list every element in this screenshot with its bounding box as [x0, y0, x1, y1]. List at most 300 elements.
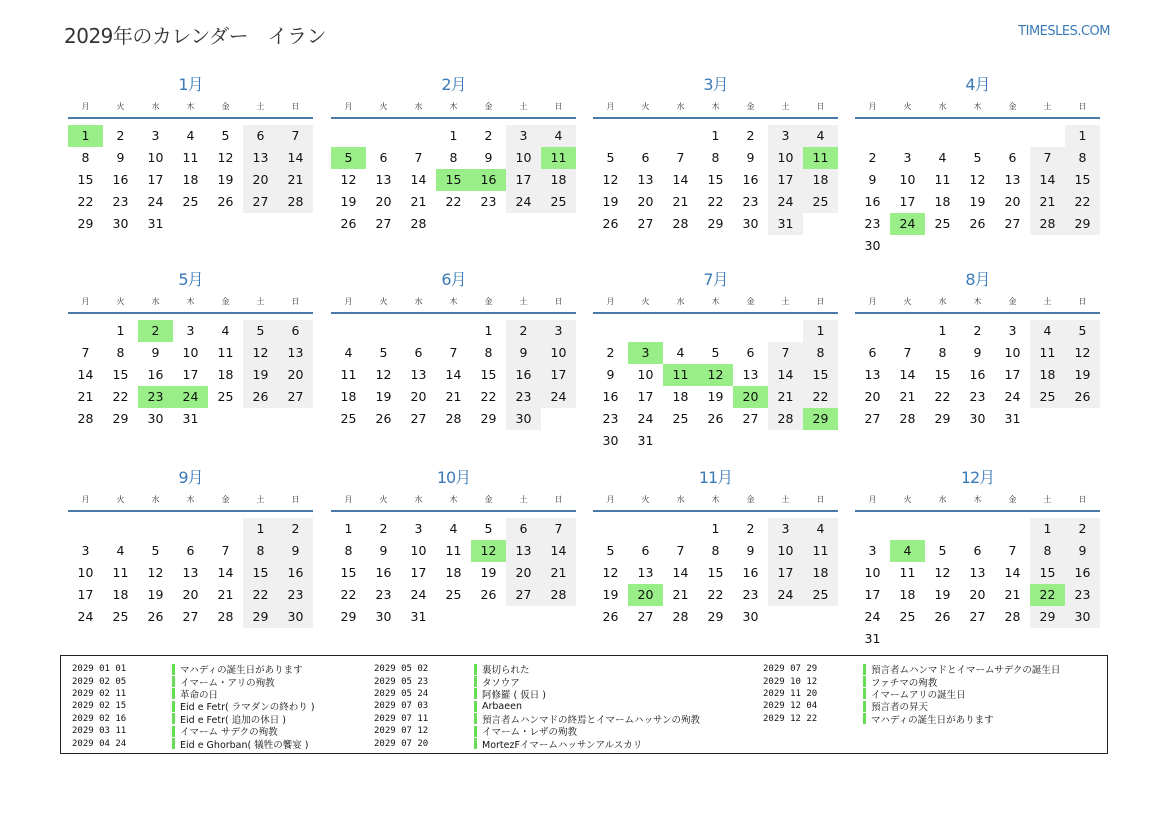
day-cell[interactable]: 29: [1065, 213, 1100, 235]
day-cell[interactable]: 1: [1065, 125, 1100, 147]
day-cell[interactable]: 5: [606, 543, 615, 558]
day-cell[interactable]: 27: [182, 609, 199, 624]
day-cell[interactable]: 16: [742, 172, 759, 187]
day-cell[interactable]: 8: [116, 345, 125, 360]
day-cell[interactable]: 28: [541, 584, 576, 606]
holiday-day-cell[interactable]: 11: [663, 364, 698, 386]
day-cell[interactable]: 15: [340, 565, 357, 580]
day-cell[interactable]: 14: [410, 172, 427, 187]
day-cell[interactable]: 29: [707, 609, 724, 624]
holiday-day-cell[interactable]: 12: [471, 540, 506, 562]
day-cell[interactable]: 5: [973, 150, 982, 165]
day-cell[interactable]: 22: [112, 389, 129, 404]
day-cell[interactable]: 19: [340, 194, 357, 209]
day-cell[interactable]: 13: [637, 565, 654, 580]
day-cell[interactable]: 18: [672, 389, 689, 404]
day-cell[interactable]: 3: [768, 125, 803, 147]
day-cell[interactable]: 25: [217, 389, 234, 404]
day-cell[interactable]: 9: [506, 342, 541, 364]
day-cell[interactable]: 27: [637, 609, 654, 624]
day-cell[interactable]: 7: [768, 342, 803, 364]
day-cell[interactable]: 9: [746, 543, 755, 558]
day-cell[interactable]: 29: [340, 609, 357, 624]
day-cell[interactable]: 11: [803, 540, 838, 562]
day-cell[interactable]: 4: [221, 323, 230, 338]
day-cell[interactable]: 8: [938, 345, 947, 360]
day-cell[interactable]: 24: [506, 191, 541, 213]
day-cell[interactable]: 26: [934, 609, 951, 624]
day-cell[interactable]: 2: [116, 128, 125, 143]
day-cell[interactable]: 25: [182, 194, 199, 209]
day-cell[interactable]: 8: [449, 150, 458, 165]
day-cell[interactable]: 4: [344, 345, 353, 360]
day-cell[interactable]: 29: [243, 606, 278, 628]
day-cell[interactable]: 11: [445, 543, 462, 558]
day-cell[interactable]: 22: [340, 587, 357, 602]
day-cell[interactable]: 20: [278, 364, 313, 386]
day-cell[interactable]: 11: [340, 367, 357, 382]
day-cell[interactable]: 3: [81, 543, 90, 558]
day-cell[interactable]: 6: [506, 518, 541, 540]
day-cell[interactable]: 29: [77, 216, 94, 231]
day-cell[interactable]: 18: [803, 562, 838, 584]
day-cell[interactable]: 31: [1004, 411, 1021, 426]
day-cell[interactable]: 24: [637, 411, 654, 426]
day-cell[interactable]: 24: [77, 609, 94, 624]
day-cell[interactable]: 14: [217, 565, 234, 580]
day-cell[interactable]: 31: [768, 213, 803, 235]
day-cell[interactable]: 6: [641, 150, 650, 165]
day-cell[interactable]: 19: [602, 194, 619, 209]
day-cell[interactable]: 6: [379, 150, 388, 165]
day-cell[interactable]: 25: [672, 411, 689, 426]
day-cell[interactable]: 20: [637, 194, 654, 209]
day-cell[interactable]: 16: [278, 562, 313, 584]
day-cell[interactable]: 28: [77, 411, 94, 426]
day-cell[interactable]: 28: [1030, 213, 1065, 235]
day-cell[interactable]: 30: [112, 216, 129, 231]
day-cell[interactable]: 7: [1008, 543, 1017, 558]
day-cell[interactable]: 5: [938, 543, 947, 558]
day-cell[interactable]: 11: [217, 345, 234, 360]
day-cell[interactable]: 8: [711, 150, 720, 165]
day-cell[interactable]: 28: [1004, 609, 1021, 624]
day-cell[interactable]: 31: [410, 609, 427, 624]
day-cell[interactable]: 26: [243, 386, 278, 408]
day-cell[interactable]: 7: [449, 345, 458, 360]
day-cell[interactable]: 27: [1004, 216, 1021, 231]
day-cell[interactable]: 30: [506, 408, 541, 430]
day-cell[interactable]: 21: [1004, 587, 1021, 602]
holiday-day-cell[interactable]: 22: [1030, 584, 1065, 606]
day-cell[interactable]: 14: [899, 367, 916, 382]
holiday-day-cell[interactable]: 20: [733, 386, 768, 408]
day-cell[interactable]: 23: [969, 389, 986, 404]
day-cell[interactable]: 21: [410, 194, 427, 209]
day-cell[interactable]: 4: [1030, 320, 1065, 342]
day-cell[interactable]: 12: [340, 172, 357, 187]
day-cell[interactable]: 6: [278, 320, 313, 342]
day-cell[interactable]: 11: [1030, 342, 1065, 364]
day-cell[interactable]: 10: [768, 540, 803, 562]
day-cell[interactable]: 30: [1065, 606, 1100, 628]
holiday-day-cell[interactable]: 11: [803, 147, 838, 169]
day-cell[interactable]: 20: [410, 389, 427, 404]
day-cell[interactable]: 19: [480, 565, 497, 580]
day-cell[interactable]: 22: [243, 584, 278, 606]
day-cell[interactable]: 13: [506, 540, 541, 562]
day-cell[interactable]: 30: [742, 216, 759, 231]
day-cell[interactable]: 18: [182, 172, 199, 187]
day-cell[interactable]: 1: [484, 323, 493, 338]
day-cell[interactable]: 15: [803, 364, 838, 386]
day-cell[interactable]: 30: [147, 411, 164, 426]
day-cell[interactable]: 2: [746, 128, 755, 143]
day-cell[interactable]: 15: [243, 562, 278, 584]
day-cell[interactable]: 30: [742, 609, 759, 624]
day-cell[interactable]: 13: [742, 367, 759, 382]
day-cell[interactable]: 17: [1004, 367, 1021, 382]
day-cell[interactable]: 11: [112, 565, 129, 580]
day-cell[interactable]: 23: [278, 584, 313, 606]
day-cell[interactable]: 25: [541, 191, 576, 213]
day-cell[interactable]: 30: [375, 609, 392, 624]
day-cell[interactable]: 25: [899, 609, 916, 624]
day-cell[interactable]: 24: [147, 194, 164, 209]
day-cell[interactable]: 1: [344, 521, 353, 536]
day-cell[interactable]: 1: [803, 320, 838, 342]
day-cell[interactable]: 22: [707, 194, 724, 209]
day-cell[interactable]: 6: [973, 543, 982, 558]
day-cell[interactable]: 20: [1004, 194, 1021, 209]
day-cell[interactable]: 7: [541, 518, 576, 540]
day-cell[interactable]: 16: [375, 565, 392, 580]
day-cell[interactable]: 27: [864, 411, 881, 426]
day-cell[interactable]: 19: [217, 172, 234, 187]
day-cell[interactable]: 26: [340, 216, 357, 231]
day-cell[interactable]: 11: [899, 565, 916, 580]
day-cell[interactable]: 1: [243, 518, 278, 540]
day-cell[interactable]: 25: [803, 191, 838, 213]
day-cell[interactable]: 13: [637, 172, 654, 187]
day-cell[interactable]: 21: [77, 389, 94, 404]
day-cell[interactable]: 15: [1030, 562, 1065, 584]
day-cell[interactable]: 20: [969, 587, 986, 602]
day-cell[interactable]: 9: [973, 345, 982, 360]
day-cell[interactable]: 1: [711, 128, 720, 143]
day-cell[interactable]: 12: [602, 172, 619, 187]
day-cell[interactable]: 31: [637, 433, 654, 448]
day-cell[interactable]: 3: [541, 320, 576, 342]
day-cell[interactable]: 13: [375, 172, 392, 187]
day-cell[interactable]: 14: [1030, 169, 1065, 191]
day-cell[interactable]: 2: [506, 320, 541, 342]
holiday-day-cell[interactable]: 11: [541, 147, 576, 169]
day-cell[interactable]: 17: [182, 367, 199, 382]
day-cell[interactable]: 28: [768, 408, 803, 430]
day-cell[interactable]: 26: [375, 411, 392, 426]
day-cell[interactable]: 12: [147, 565, 164, 580]
day-cell[interactable]: 2: [973, 323, 982, 338]
day-cell[interactable]: 2: [278, 518, 313, 540]
day-cell[interactable]: 5: [379, 345, 388, 360]
day-cell[interactable]: 13: [864, 367, 881, 382]
day-cell[interactable]: 9: [484, 150, 493, 165]
day-cell[interactable]: 9: [116, 150, 125, 165]
day-cell[interactable]: 1: [449, 128, 458, 143]
day-cell[interactable]: 5: [606, 150, 615, 165]
day-cell[interactable]: 13: [182, 565, 199, 580]
day-cell[interactable]: 13: [969, 565, 986, 580]
day-cell[interactable]: 16: [112, 172, 129, 187]
holiday-day-cell[interactable]: 24: [890, 213, 925, 235]
day-cell[interactable]: 3: [151, 128, 160, 143]
day-cell[interactable]: 9: [379, 543, 388, 558]
day-cell[interactable]: 26: [217, 194, 234, 209]
day-cell[interactable]: 14: [768, 364, 803, 386]
day-cell[interactable]: 3: [768, 518, 803, 540]
day-cell[interactable]: 16: [506, 364, 541, 386]
site-brand-link[interactable]: TIMESLES.COM: [1018, 24, 1110, 39]
holiday-day-cell[interactable]: 2: [138, 320, 173, 342]
day-cell[interactable]: 30: [278, 606, 313, 628]
day-cell[interactable]: 19: [934, 587, 951, 602]
day-cell[interactable]: 15: [707, 172, 724, 187]
day-cell[interactable]: 26: [1065, 386, 1100, 408]
day-cell[interactable]: 24: [768, 584, 803, 606]
day-cell[interactable]: 9: [606, 367, 615, 382]
day-cell[interactable]: 16: [864, 194, 881, 209]
day-cell[interactable]: 27: [742, 411, 759, 426]
day-cell[interactable]: 5: [1065, 320, 1100, 342]
day-cell[interactable]: 24: [410, 587, 427, 602]
day-cell[interactable]: 4: [803, 518, 838, 540]
day-cell[interactable]: 30: [864, 238, 881, 253]
day-cell[interactable]: 12: [375, 367, 392, 382]
day-cell[interactable]: 16: [969, 367, 986, 382]
day-cell[interactable]: 18: [1030, 364, 1065, 386]
day-cell[interactable]: 25: [934, 216, 951, 231]
day-cell[interactable]: 27: [410, 411, 427, 426]
day-cell[interactable]: 19: [147, 587, 164, 602]
day-cell[interactable]: 28: [278, 191, 313, 213]
day-cell[interactable]: 31: [147, 216, 164, 231]
day-cell[interactable]: 23: [1065, 584, 1100, 606]
day-cell[interactable]: 9: [746, 150, 755, 165]
day-cell[interactable]: 15: [707, 565, 724, 580]
day-cell[interactable]: 21: [1030, 191, 1065, 213]
day-cell[interactable]: 21: [672, 587, 689, 602]
day-cell[interactable]: 16: [602, 389, 619, 404]
day-cell[interactable]: 4: [186, 128, 195, 143]
day-cell[interactable]: 22: [445, 194, 462, 209]
day-cell[interactable]: 10: [506, 147, 541, 169]
day-cell[interactable]: 17: [864, 587, 881, 602]
day-cell[interactable]: 3: [1008, 323, 1017, 338]
day-cell[interactable]: 26: [147, 609, 164, 624]
day-cell[interactable]: 14: [672, 172, 689, 187]
day-cell[interactable]: 30: [602, 433, 619, 448]
day-cell[interactable]: 10: [77, 565, 94, 580]
day-cell[interactable]: 27: [637, 216, 654, 231]
day-cell[interactable]: 28: [445, 411, 462, 426]
day-cell[interactable]: 17: [899, 194, 916, 209]
day-cell[interactable]: 7: [676, 543, 685, 558]
day-cell[interactable]: 10: [410, 543, 427, 558]
day-cell[interactable]: 2: [484, 128, 493, 143]
day-cell[interactable]: 5: [484, 521, 493, 536]
day-cell[interactable]: 6: [414, 345, 423, 360]
day-cell[interactable]: 26: [602, 216, 619, 231]
day-cell[interactable]: 21: [899, 389, 916, 404]
holiday-day-cell[interactable]: 20: [628, 584, 663, 606]
day-cell[interactable]: 26: [480, 587, 497, 602]
holiday-day-cell[interactable]: 15: [436, 169, 471, 191]
day-cell[interactable]: 26: [969, 216, 986, 231]
day-cell[interactable]: 20: [243, 169, 278, 191]
day-cell[interactable]: 6: [1008, 150, 1017, 165]
day-cell[interactable]: 21: [768, 386, 803, 408]
day-cell[interactable]: 17: [768, 562, 803, 584]
holiday-day-cell[interactable]: 16: [471, 169, 506, 191]
day-cell[interactable]: 21: [217, 587, 234, 602]
day-cell[interactable]: 15: [77, 172, 94, 187]
day-cell[interactable]: 30: [969, 411, 986, 426]
day-cell[interactable]: 18: [934, 194, 951, 209]
day-cell[interactable]: 12: [934, 565, 951, 580]
day-cell[interactable]: 11: [182, 150, 199, 165]
day-cell[interactable]: 29: [112, 411, 129, 426]
day-cell[interactable]: 8: [81, 150, 90, 165]
day-cell[interactable]: 7: [903, 345, 912, 360]
holiday-day-cell[interactable]: 24: [173, 386, 208, 408]
day-cell[interactable]: 18: [541, 169, 576, 191]
day-cell[interactable]: 19: [969, 194, 986, 209]
day-cell[interactable]: 22: [803, 386, 838, 408]
day-cell[interactable]: 23: [742, 194, 759, 209]
day-cell[interactable]: 8: [1065, 147, 1100, 169]
day-cell[interactable]: 2: [1065, 518, 1100, 540]
day-cell[interactable]: 7: [81, 345, 90, 360]
day-cell[interactable]: 8: [484, 345, 493, 360]
day-cell[interactable]: 23: [742, 587, 759, 602]
day-cell[interactable]: 25: [340, 411, 357, 426]
day-cell[interactable]: 18: [445, 565, 462, 580]
day-cell[interactable]: 24: [864, 609, 881, 624]
day-cell[interactable]: 7: [676, 150, 685, 165]
day-cell[interactable]: 12: [217, 150, 234, 165]
day-cell[interactable]: 15: [934, 367, 951, 382]
day-cell[interactable]: 24: [541, 386, 576, 408]
holiday-day-cell[interactable]: 29: [803, 408, 838, 430]
day-cell[interactable]: 10: [899, 172, 916, 187]
day-cell[interactable]: 12: [243, 342, 278, 364]
holiday-day-cell[interactable]: 5: [331, 147, 366, 169]
day-cell[interactable]: 7: [278, 125, 313, 147]
day-cell[interactable]: 5: [221, 128, 230, 143]
day-cell[interactable]: 22: [480, 389, 497, 404]
day-cell[interactable]: 17: [410, 565, 427, 580]
day-cell[interactable]: 12: [1065, 342, 1100, 364]
day-cell[interactable]: 26: [602, 609, 619, 624]
holiday-day-cell[interactable]: 4: [890, 540, 925, 562]
day-cell[interactable]: 5: [711, 345, 720, 360]
day-cell[interactable]: 7: [221, 543, 230, 558]
day-cell[interactable]: 2: [746, 521, 755, 536]
day-cell[interactable]: 27: [278, 386, 313, 408]
day-cell[interactable]: 19: [375, 389, 392, 404]
day-cell[interactable]: 6: [243, 125, 278, 147]
day-cell[interactable]: 7: [414, 150, 423, 165]
day-cell[interactable]: 17: [768, 169, 803, 191]
day-cell[interactable]: 20: [506, 562, 541, 584]
day-cell[interactable]: 28: [672, 216, 689, 231]
day-cell[interactable]: 29: [480, 411, 497, 426]
day-cell[interactable]: 25: [445, 587, 462, 602]
day-cell[interactable]: 10: [768, 147, 803, 169]
day-cell[interactable]: 21: [541, 562, 576, 584]
day-cell[interactable]: 17: [541, 364, 576, 386]
day-cell[interactable]: 29: [1030, 606, 1065, 628]
day-cell[interactable]: 4: [676, 345, 685, 360]
day-cell[interactable]: 10: [541, 342, 576, 364]
day-cell[interactable]: 26: [707, 411, 724, 426]
day-cell[interactable]: 14: [278, 147, 313, 169]
day-cell[interactable]: 23: [506, 386, 541, 408]
day-cell[interactable]: 8: [803, 342, 838, 364]
day-cell[interactable]: 27: [375, 216, 392, 231]
day-cell[interactable]: 4: [116, 543, 125, 558]
day-cell[interactable]: 17: [506, 169, 541, 191]
day-cell[interactable]: 5: [243, 320, 278, 342]
day-cell[interactable]: 15: [1065, 169, 1100, 191]
day-cell[interactable]: 10: [147, 150, 164, 165]
day-cell[interactable]: 3: [868, 543, 877, 558]
day-cell[interactable]: 15: [480, 367, 497, 382]
day-cell[interactable]: 2: [606, 345, 615, 360]
day-cell[interactable]: 27: [969, 609, 986, 624]
day-cell[interactable]: 23: [112, 194, 129, 209]
day-cell[interactable]: 10: [864, 565, 881, 580]
day-cell[interactable]: 18: [340, 389, 357, 404]
day-cell[interactable]: 14: [445, 367, 462, 382]
day-cell[interactable]: 17: [637, 389, 654, 404]
day-cell[interactable]: 15: [112, 367, 129, 382]
day-cell[interactable]: 6: [641, 543, 650, 558]
day-cell[interactable]: 18: [112, 587, 129, 602]
day-cell[interactable]: 9: [278, 540, 313, 562]
day-cell[interactable]: 5: [151, 543, 160, 558]
day-cell[interactable]: 12: [969, 172, 986, 187]
day-cell[interactable]: 31: [182, 411, 199, 426]
day-cell[interactable]: 19: [707, 389, 724, 404]
day-cell[interactable]: 17: [147, 172, 164, 187]
day-cell[interactable]: 3: [506, 125, 541, 147]
day-cell[interactable]: 16: [1065, 562, 1100, 584]
holiday-day-cell[interactable]: 1: [68, 125, 103, 147]
day-cell[interactable]: 8: [344, 543, 353, 558]
day-cell[interactable]: 28: [899, 411, 916, 426]
day-cell[interactable]: 4: [803, 125, 838, 147]
day-cell[interactable]: 1: [711, 521, 720, 536]
day-cell[interactable]: 22: [934, 389, 951, 404]
day-cell[interactable]: 24: [1004, 389, 1021, 404]
holiday-day-cell[interactable]: 12: [698, 364, 733, 386]
day-cell[interactable]: 28: [217, 609, 234, 624]
day-cell[interactable]: 9: [151, 345, 160, 360]
day-cell[interactable]: 18: [217, 367, 234, 382]
day-cell[interactable]: 16: [147, 367, 164, 382]
